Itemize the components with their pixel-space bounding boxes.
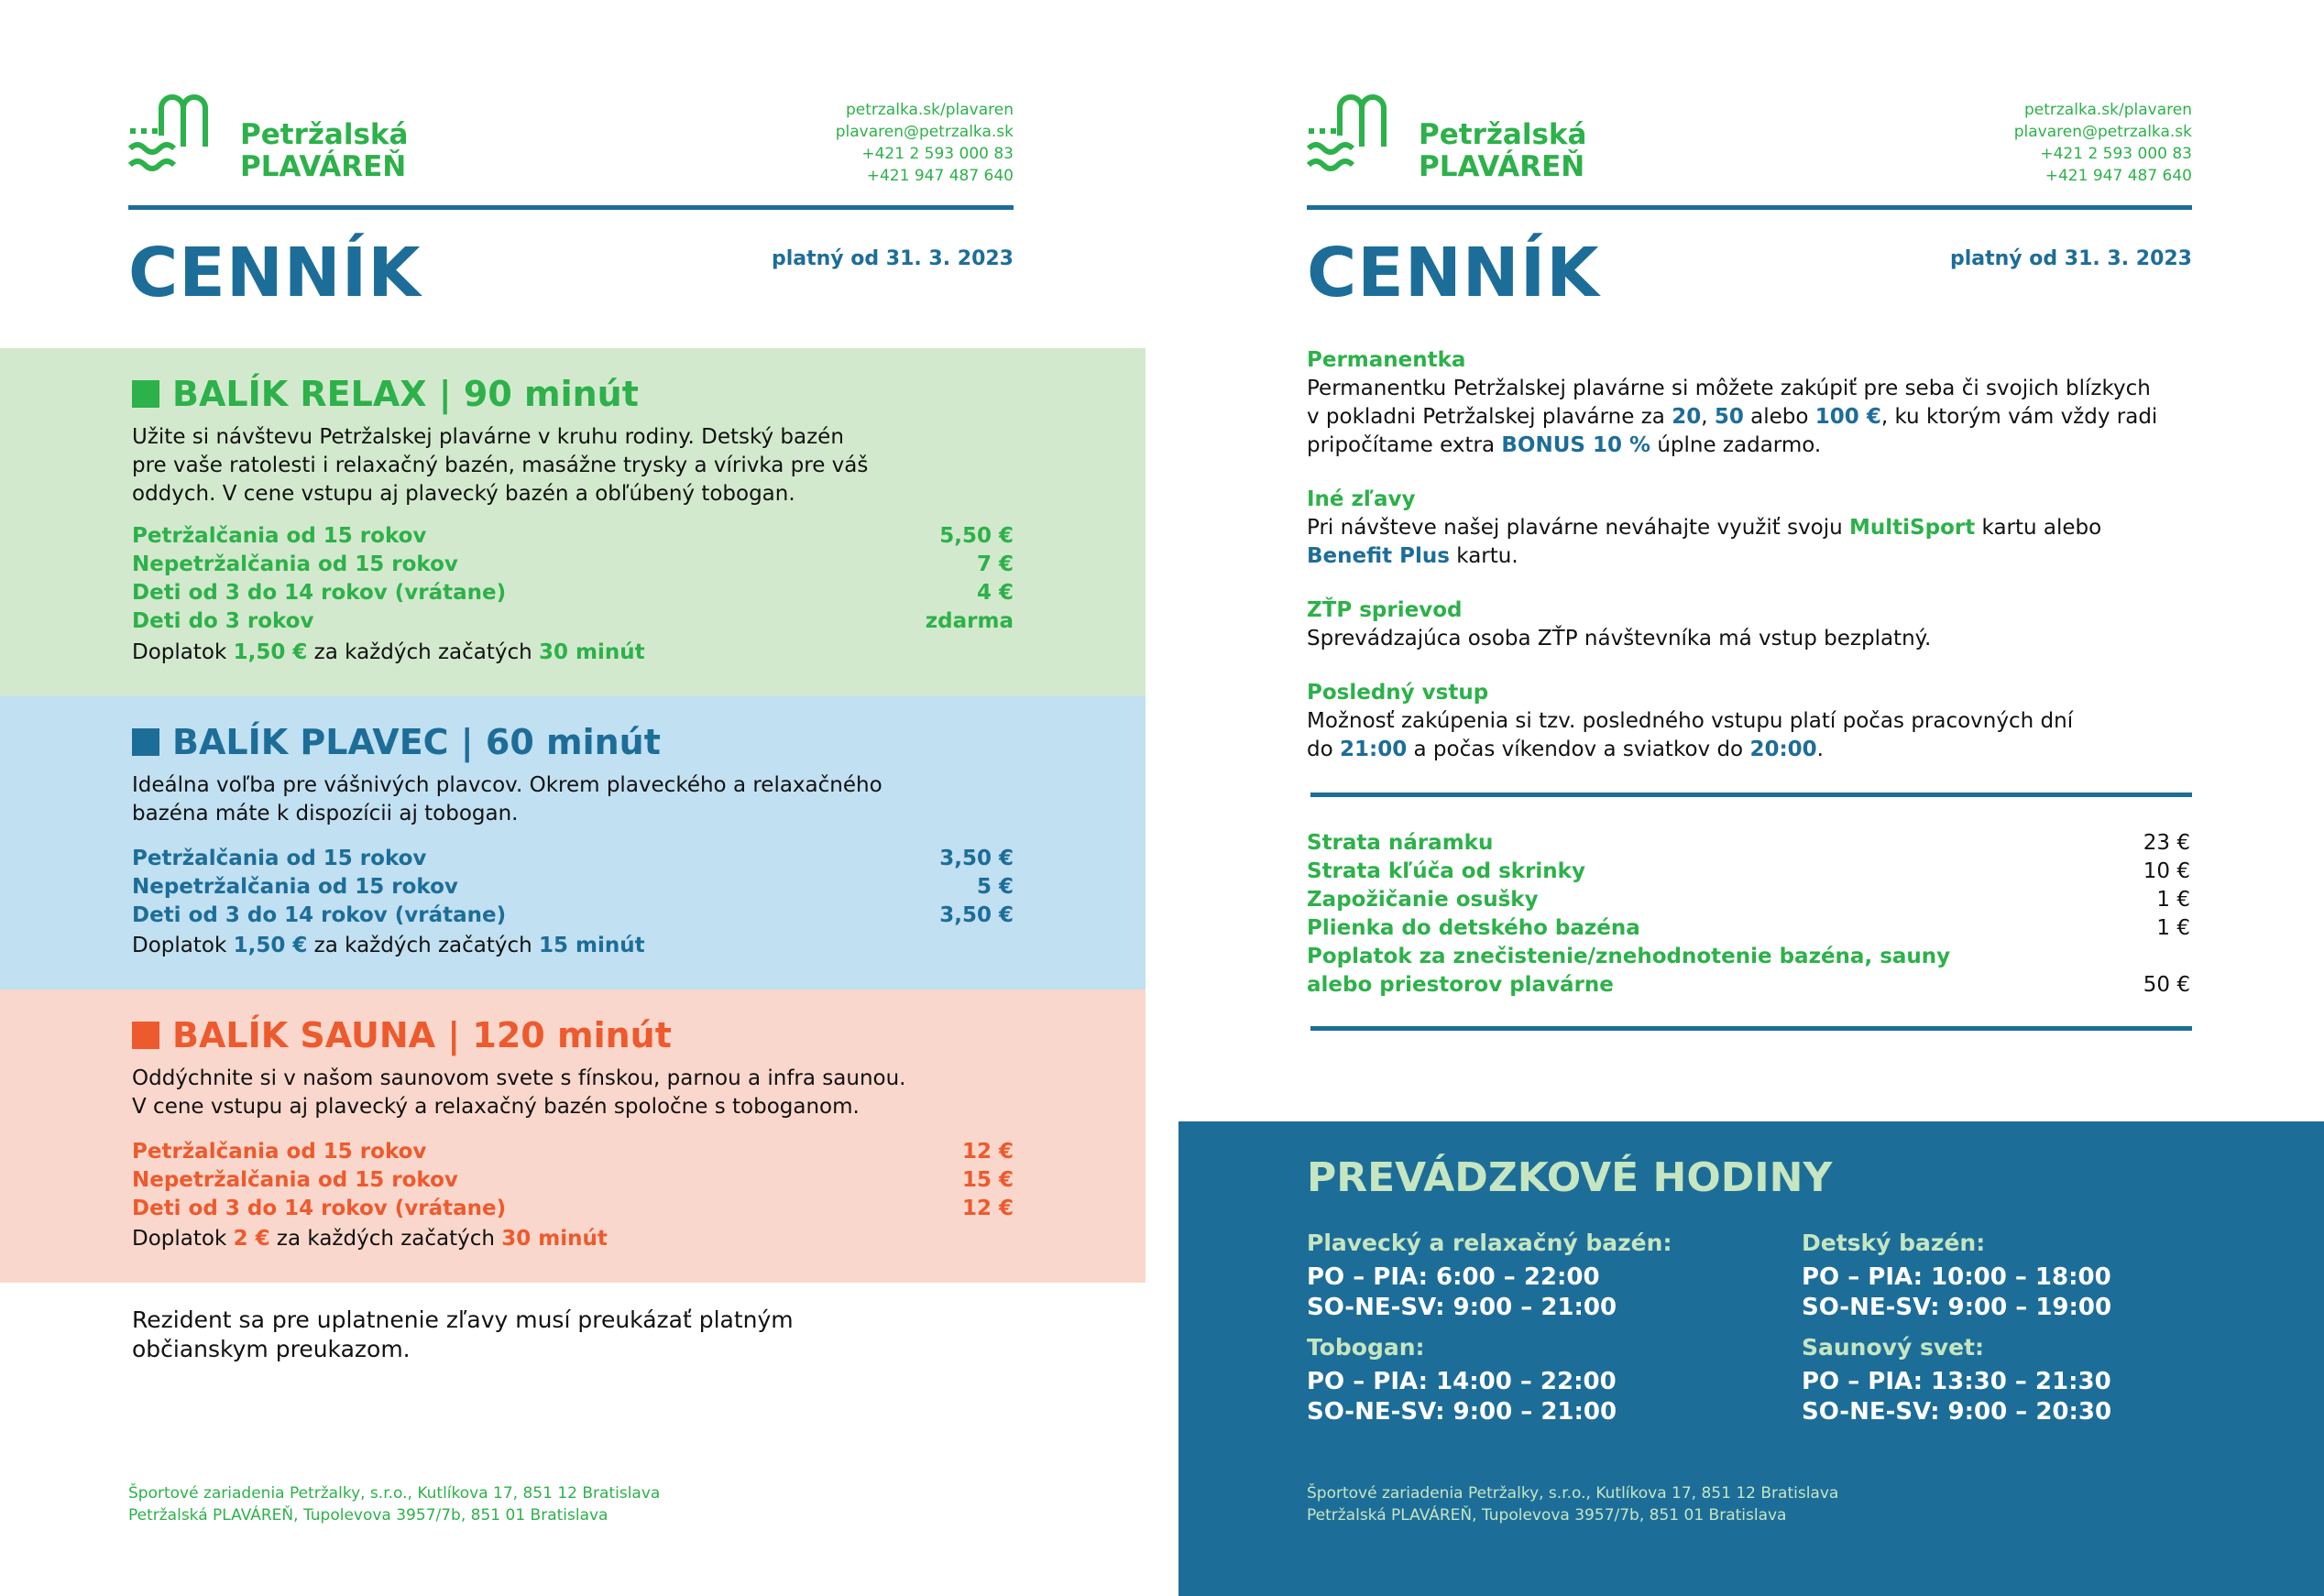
pool-logo-icon <box>1307 92 1412 183</box>
plavaren-logo <box>1307 92 1587 188</box>
surcharge-amount: 2 € <box>233 1227 270 1251</box>
package-relax-title: BALÍK RELAX | 90 minút <box>172 374 639 414</box>
logo-text-line1: Petržalská <box>1419 118 1587 151</box>
phone-mobile[interactable]: +421 947 487 640 <box>2044 167 2192 185</box>
page-title: CENNÍK <box>1307 234 1600 312</box>
fee-value: 1 € <box>2156 888 2190 912</box>
price-row <box>132 1166 1014 1195</box>
surcharge-duration: 15 minút <box>539 934 645 957</box>
price-label: Petržalčania od 15 rokov <box>132 1140 427 1164</box>
price-label: Deti od 3 do 14 rokov (vrátane) <box>132 581 507 605</box>
plavaren-logo <box>128 92 409 188</box>
amount-100: 100 € <box>1814 405 1881 429</box>
package-sauna-description <box>132 1065 957 1121</box>
footer-line: Petržalská PLAVÁREŇ, Tupolevova 3957/7b, 851 01 Bratislava <box>1307 1506 1787 1525</box>
text-line <box>1307 542 2177 571</box>
text-line <box>1307 403 2177 432</box>
fee-row <box>1307 943 2190 1000</box>
resident-note-line: občianskym preukazom. <box>132 1336 411 1362</box>
surcharge-amount: 1,50 € <box>233 934 308 957</box>
text-line: Permanentku Petržalskej plavárne si môžete zakúpiť pre seba či svojich blízkych <box>1307 377 2151 400</box>
contact-block <box>2014 99 2192 187</box>
hours-weekend: SO-NE-SV: 9:00 – 21:00 <box>1307 1294 1617 1321</box>
surcharge-prefix: Doplatok <box>132 1227 234 1251</box>
price-list-page-left <box>0 0 1146 1596</box>
price-label: Deti do 3 rokov <box>132 609 314 633</box>
package-relax-prices <box>132 522 1014 636</box>
fee-row <box>1307 886 2190 914</box>
email-link[interactable]: plavaren@petrzalka.sk <box>2013 123 2192 141</box>
fee-label-line: alebo priestorov plavárne <box>1307 973 1614 997</box>
price-row <box>132 579 1014 607</box>
ztp-text: Sprevádzajúca osoba ZŤP návštevníka má vstup bezplatný. <box>1307 627 1932 650</box>
fees-top-divider <box>1310 793 2192 797</box>
text-part: , ku ktorým vám vždy radi <box>1880 405 2158 429</box>
fee-value: 1 € <box>2156 916 2190 940</box>
description-line: Užite si návštevu Petržalskej plavárne v kruhu rodiny. Detský bazén <box>132 425 844 449</box>
time-weekend: 20:00 <box>1749 738 1817 761</box>
permanentka-text <box>1307 375 2177 460</box>
logo-text-line2: PLAVÁREŇ <box>240 150 407 183</box>
hours-weekend: SO-NE-SV: 9:00 – 21:00 <box>1307 1398 1617 1426</box>
surcharge-prefix: Doplatok <box>132 934 234 957</box>
posledny-vstup-heading: Posledný vstup <box>1307 681 1489 705</box>
page-title: CENNÍK <box>128 234 422 312</box>
price-row <box>132 1138 1014 1166</box>
permanentka-section <box>1307 346 2188 460</box>
fee-label: Zapožičanie osušky <box>1307 888 1539 912</box>
price-value: 3,50 € <box>939 903 1014 927</box>
website-link[interactable]: petrzalka.sk/plavaren <box>845 101 1014 119</box>
price-value: 3,50 € <box>939 847 1014 870</box>
description-line: V cene vstupu aj plavecký a relaxačný bazén spoločne s toboganom. <box>132 1095 860 1119</box>
footer-line: Športové zariadenia Petržalky, s.r.o., Kutlíkova 17, 851 12 Bratislava <box>128 1484 661 1503</box>
posledny-vstup-text <box>1307 707 2177 764</box>
email-link[interactable]: plavaren@petrzalka.sk <box>835 123 1014 141</box>
description-line: pre vaše ratolesti i relaxačný bazén, masážne trysky a vírivka pre váš <box>132 454 869 477</box>
header-divider <box>1307 205 2192 210</box>
hours-weekday: PO – PIA: 14:00 – 22:00 <box>1307 1368 1617 1395</box>
description-line: oddych. V cene vstupu aj plavecký bazén a obľúbený tobogan. <box>132 482 795 506</box>
footer-address <box>128 1482 660 1526</box>
logo-text-line1: Petržalská <box>240 118 409 151</box>
price-value: 7 € <box>976 552 1014 576</box>
fee-label: Strata náramku <box>1307 831 1494 855</box>
package-plavec <box>0 696 1146 989</box>
pool-logo-icon <box>128 92 234 183</box>
hours-weekday: PO – PIA: 10:00 – 18:00 <box>1802 1263 2111 1291</box>
fees-bottom-divider <box>1310 1026 2192 1031</box>
resident-note <box>132 1306 883 1364</box>
permanentka-heading: Permanentka <box>1307 348 1466 372</box>
phone-landline[interactable]: +421 2 593 000 83 <box>861 145 1014 163</box>
surcharge-prefix: Doplatok <box>132 640 234 664</box>
amount-20: 20 <box>1672 405 1702 429</box>
header-divider <box>128 205 1014 210</box>
text-part: kartu alebo <box>1975 516 2102 540</box>
fee-value: 23 € <box>2143 831 2190 855</box>
price-row <box>132 607 1014 636</box>
price-row <box>132 551 1014 579</box>
package-plavec-title: BALÍK PLAVEC | 60 minút <box>172 722 661 762</box>
footer-line: Športové zariadenia Petržalky, s.r.o., Kutlíkova 17, 851 12 Bratislava <box>1307 1484 1839 1503</box>
fees-table <box>1307 829 2190 1000</box>
hours-label: Tobogan: <box>1307 1334 1425 1361</box>
logo-text-line2: PLAVÁREŇ <box>1419 150 1585 183</box>
hours-weekday: PO – PIA: 13:30 – 21:30 <box>1802 1368 2111 1395</box>
price-label: Deti od 3 do 14 rokov (vrátane) <box>132 1197 507 1220</box>
hours-group-pool <box>1307 1228 1765 1323</box>
description-line: Ideálna voľba pre vášnivých plavcov. Okrem plaveckého a relaxačného <box>132 773 882 797</box>
square-icon <box>132 380 159 408</box>
surcharge-duration: 30 minút <box>501 1227 608 1251</box>
benefit-plus-highlight: Benefit Plus <box>1307 544 1450 568</box>
package-sauna-surcharge <box>132 1225 608 1253</box>
text-line <box>1307 514 2177 542</box>
website-link[interactable]: petrzalka.sk/plavaren <box>2023 101 2192 119</box>
package-plavec-prices <box>132 845 1014 930</box>
contact-block <box>836 99 1014 187</box>
hours-group-tobogan <box>1307 1332 1765 1427</box>
fee-label-line: Poplatok za znečistenie/znehodnotenie bazéna, sauny <box>1307 945 1951 968</box>
ztp-section <box>1307 596 2188 653</box>
price-value: 5,50 € <box>939 524 1014 548</box>
zlavy-text <box>1307 514 2177 571</box>
phone-mobile[interactable]: +421 947 487 640 <box>866 167 1014 185</box>
multisport-highlight: MultiSport <box>1849 516 1976 540</box>
text-part: , <box>1701 405 1715 429</box>
text-part: v pokladni Petržalskej plavárne za <box>1307 405 1672 429</box>
fee-row <box>1307 829 2190 858</box>
footer-line: Petržalská PLAVÁREŇ, Tupolevova 3957/7b, 851 01 Bratislava <box>128 1506 608 1525</box>
square-icon <box>132 728 159 756</box>
ztp-heading: ZŤP sprievod <box>1307 598 1463 622</box>
hours-label: Detský bazén: <box>1802 1230 1986 1256</box>
time-weekday: 21:00 <box>1339 738 1408 761</box>
package-sauna-heading <box>132 1015 672 1055</box>
posledny-vstup-section <box>1307 679 2188 764</box>
price-label: Petržalčania od 15 rokov <box>132 524 427 548</box>
package-relax <box>0 348 1146 696</box>
fee-row <box>1307 858 2190 886</box>
price-list-page-right <box>1178 0 2324 1596</box>
price-row <box>132 522 1014 551</box>
price-value: 15 € <box>961 1168 1014 1192</box>
square-icon <box>132 1022 159 1049</box>
text-part: pripočítame extra <box>1307 433 1502 457</box>
fee-label <box>1307 943 1950 1000</box>
opening-hours-title: PREVÁDZKOVÉ HODINY <box>1307 1154 1833 1201</box>
text-part: a počas víkendov a sviatkov do <box>1407 738 1750 761</box>
text-part: . <box>1816 738 1824 761</box>
hours-weekend: SO-NE-SV: 9:00 – 19:00 <box>1802 1294 2112 1321</box>
zlavy-section <box>1307 486 2188 571</box>
price-value: 12 € <box>961 1140 1014 1164</box>
hours-label: Saunový svet: <box>1802 1334 1985 1361</box>
text-line: Možnosť zakúpenia si tzv. posledného vstupu platí počas pracovných dní <box>1307 709 2074 733</box>
hours-group-sauna <box>1802 1332 2260 1427</box>
package-relax-heading <box>132 374 639 414</box>
package-relax-surcharge <box>132 639 645 667</box>
surcharge-middle: za každých začatých <box>307 640 540 664</box>
fee-row <box>1307 914 2190 943</box>
amount-50: 50 <box>1714 405 1744 429</box>
price-value: 12 € <box>961 1197 1014 1220</box>
valid-from-date: platný od 31. 3. 2023 <box>1949 247 2192 270</box>
hours-group-kids-pool <box>1802 1228 2260 1323</box>
price-value: zdarma <box>925 609 1014 633</box>
hours-label: Plavecký a relaxačný bazén: <box>1307 1230 1672 1256</box>
description-line: Oddýchnite si v našom saunovom svete s fínskou, parnou a infra saunou. <box>132 1066 906 1090</box>
text-part: alebo <box>1743 405 1815 429</box>
footer-address <box>1307 1482 1838 1526</box>
price-value: 4 € <box>976 581 1014 605</box>
package-plavec-surcharge <box>132 932 645 960</box>
surcharge-middle: za každých začatých <box>269 1227 502 1251</box>
package-relax-description <box>132 423 957 508</box>
surcharge-middle: za každých začatých <box>307 934 540 957</box>
description-line: bazéna máte k dispozícii aj tobogan. <box>132 802 519 825</box>
valid-from-date: platný od 31. 3. 2023 <box>771 247 1014 270</box>
text-line <box>1307 736 2177 764</box>
price-label: Deti od 3 do 14 rokov (vrátane) <box>132 903 507 927</box>
price-label: Nepetržalčania od 15 rokov <box>132 552 458 576</box>
price-row <box>132 902 1014 930</box>
text-line <box>1307 432 2177 460</box>
package-sauna <box>0 989 1146 1283</box>
hours-weekday: PO – PIA: 6:00 – 22:00 <box>1307 1263 1600 1291</box>
fee-label: Strata kľúča od skrinky <box>1307 859 1585 883</box>
fee-value: 50 € <box>2143 973 2190 997</box>
bonus-highlight: BONUS 10 % <box>1501 433 1651 457</box>
surcharge-amount: 1,50 € <box>233 640 308 664</box>
hours-weekend: SO-NE-SV: 9:00 – 20:30 <box>1802 1398 2112 1426</box>
price-label: Nepetržalčania od 15 rokov <box>132 875 458 899</box>
package-plavec-description <box>132 771 957 828</box>
package-sauna-prices <box>132 1138 1014 1223</box>
surcharge-duration: 30 minút <box>539 640 645 664</box>
fee-label: Plienka do detského bazéna <box>1307 916 1640 940</box>
package-sauna-title: BALÍK SAUNA | 120 minút <box>172 1015 672 1055</box>
price-row <box>132 873 1014 902</box>
price-row <box>132 1195 1014 1223</box>
package-plavec-heading <box>132 722 661 762</box>
text-part: kartu. <box>1449 544 1518 568</box>
opening-hours-panel <box>1178 1121 2324 1596</box>
fee-value: 10 € <box>2143 859 2190 883</box>
price-value: 5 € <box>976 875 1014 899</box>
price-label: Petržalčania od 15 rokov <box>132 847 427 870</box>
resident-note-line: Rezident sa pre uplatnenie zľavy musí preukázať platným <box>132 1306 794 1333</box>
zlavy-heading: Iné zľavy <box>1307 487 1416 511</box>
text-part: Pri návšteve našej plavárne neváhajte využiť svoju <box>1307 516 1850 540</box>
phone-landline[interactable]: +421 2 593 000 83 <box>2040 145 2192 163</box>
text-part: úplne zadarmo. <box>1650 433 1822 457</box>
text-part: do <box>1307 738 1340 761</box>
price-row <box>132 845 1014 873</box>
price-label: Nepetržalčania od 15 rokov <box>132 1168 458 1192</box>
